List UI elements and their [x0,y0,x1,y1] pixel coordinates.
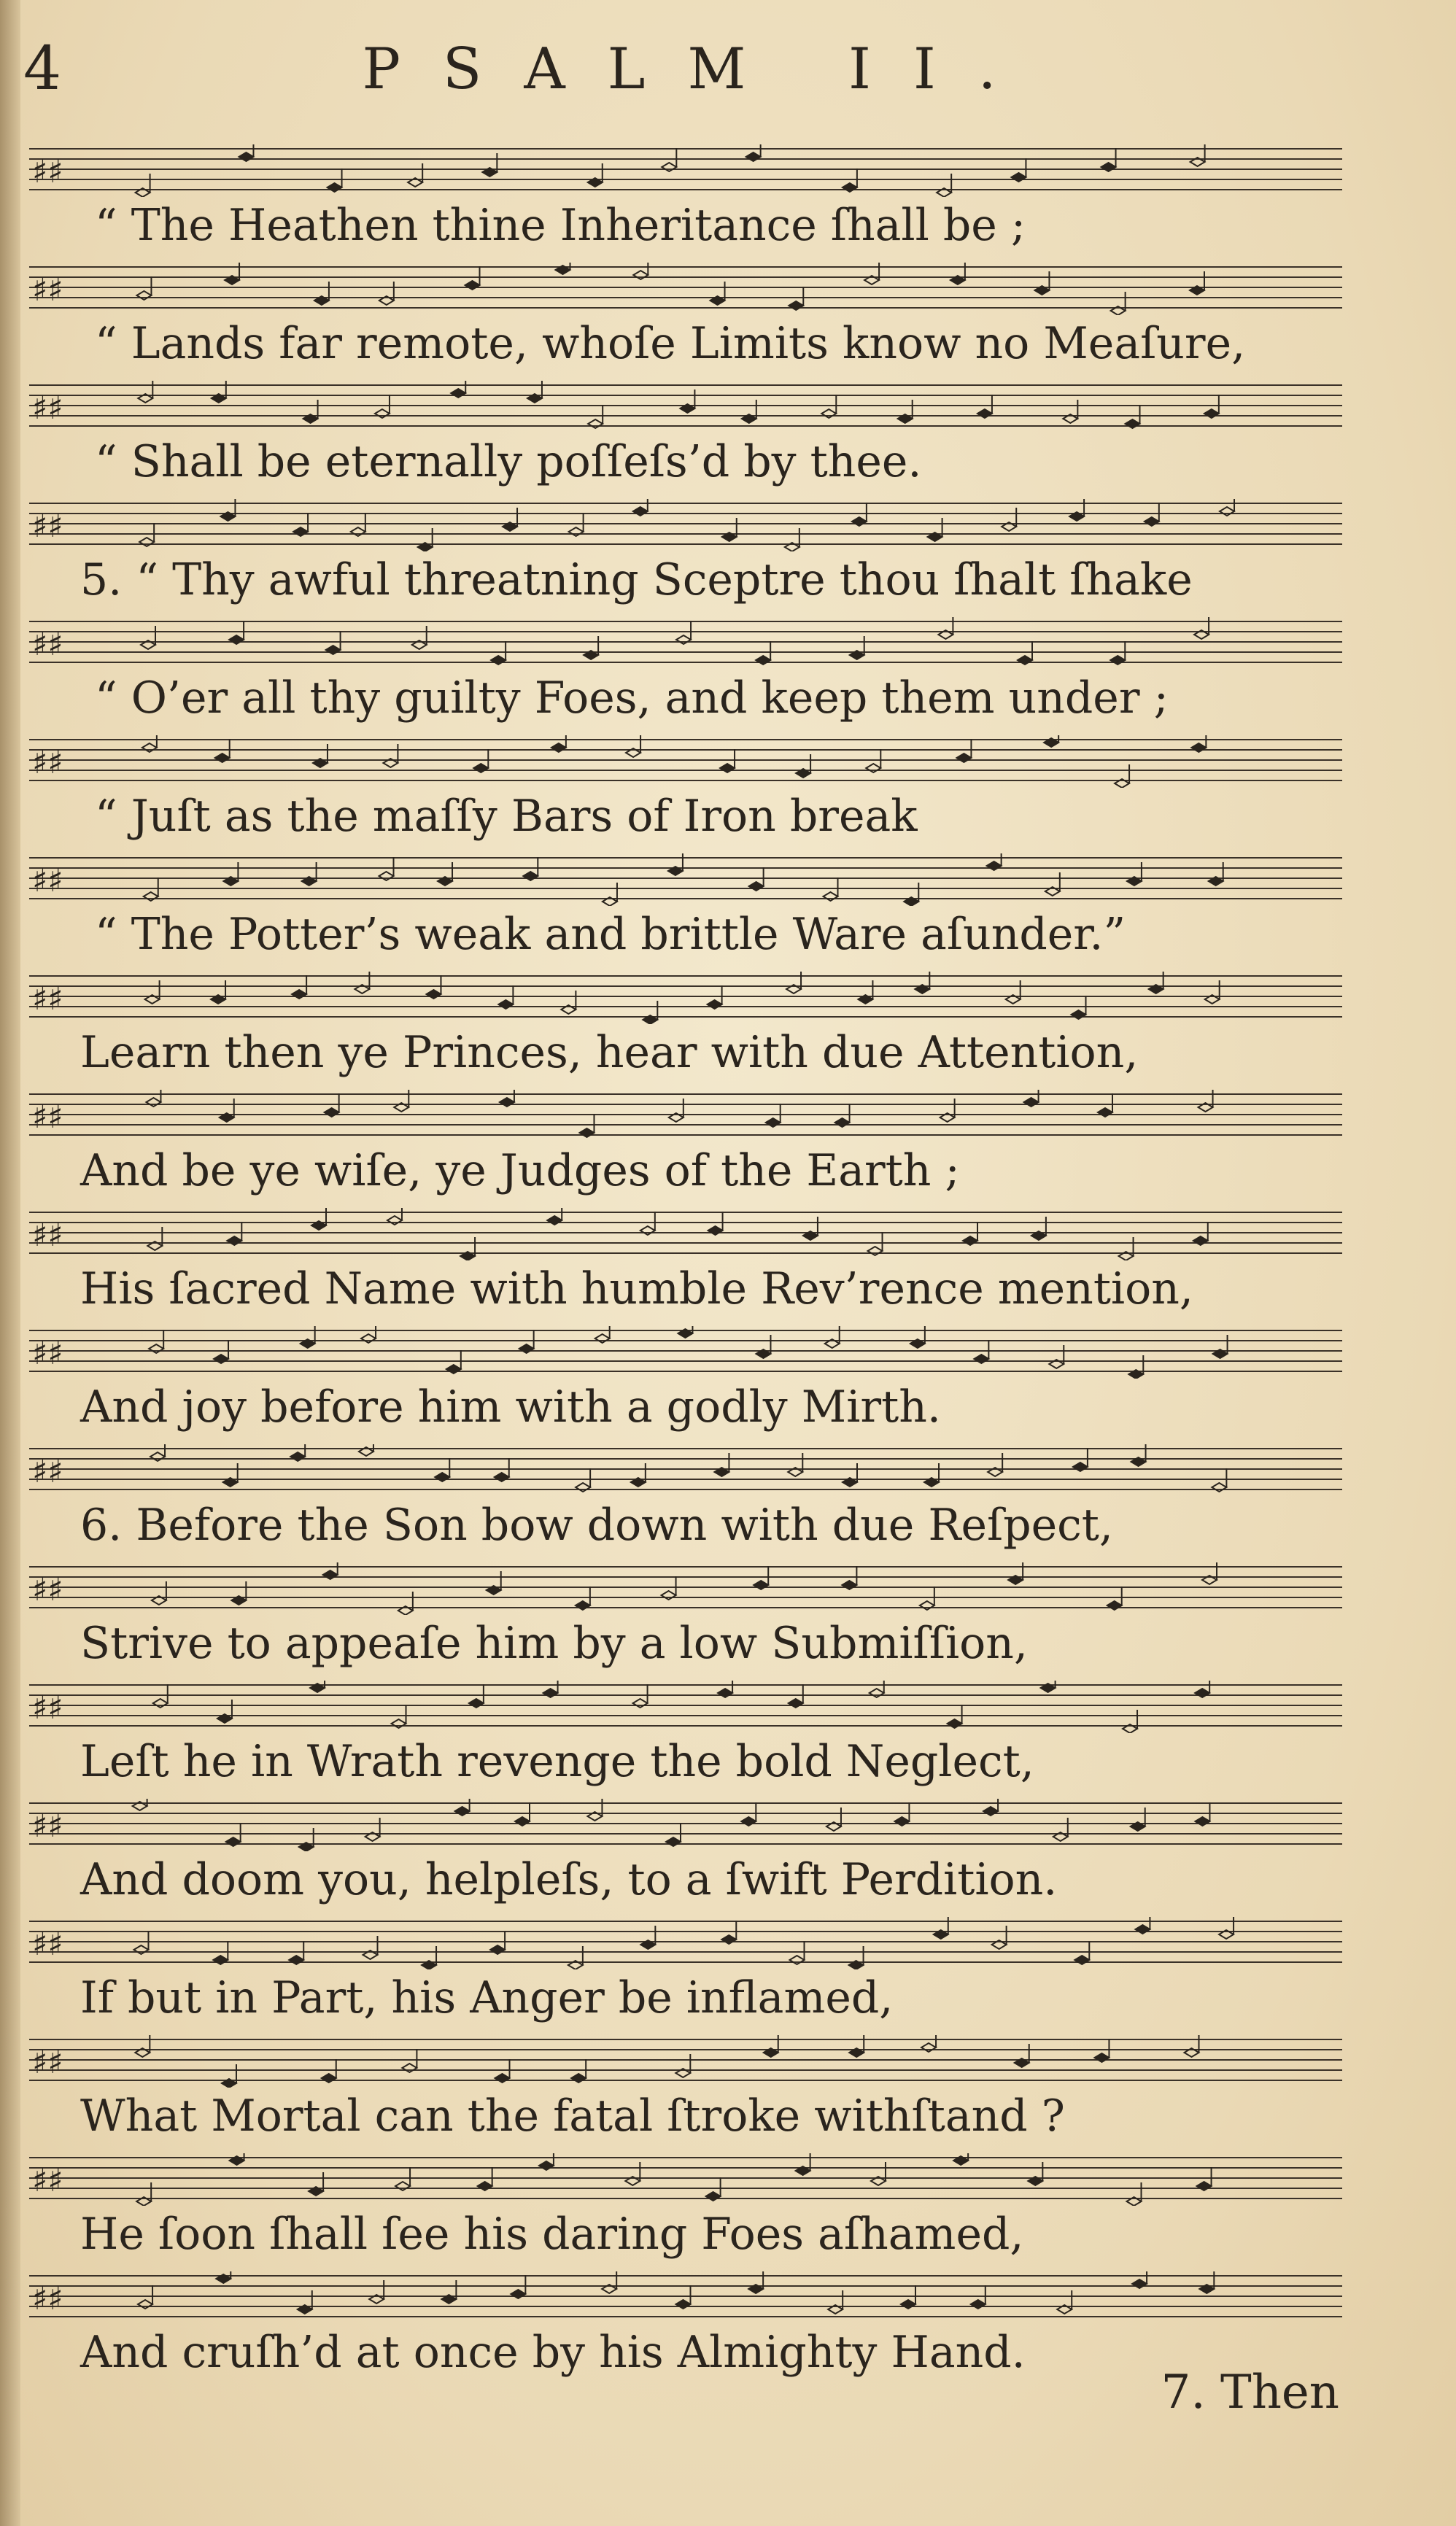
note-head [1193,1236,1208,1245]
note-head [239,152,253,161]
clef-icon: ♯♯ [32,2044,63,2081]
music-staff [29,1208,1342,1260]
note-head [1073,1462,1088,1471]
page-header [0,29,1456,109]
lyric-line: And cruſh’d at once by his Almighty Hand. [80,2327,1026,2378]
music-staff [29,381,1342,433]
note-head [1024,1098,1039,1107]
page-number: 4 [23,34,62,104]
clef-icon: ♯♯ [32,1808,63,1845]
note-head [842,1581,856,1589]
note-head [226,1837,241,1846]
music-staff [29,1799,1342,1851]
staff-lines [29,144,1342,197]
music-staff [29,2271,1342,2324]
note-head [455,1807,470,1816]
staff-lines [29,1917,1342,1969]
note-head [150,1452,165,1461]
music-system [0,2147,1456,2266]
note-head [1191,743,1206,752]
note-head [756,656,770,665]
staff-lines [29,2153,1342,2206]
music-system [0,1911,1456,2029]
music-system [0,1084,1456,1202]
running-title: PSALM II. [362,36,1039,102]
music-system [0,1557,1456,1675]
lyric-line: And joy before him with a godly Mirth. [80,1382,941,1433]
note-head [921,2043,936,2052]
staff-lines [29,1090,1342,1142]
clef-icon: ♯♯ [32,862,63,899]
lyric-line: What Mortal can the fatal ſtroke withſtand ? [80,2091,1065,2142]
note-head [478,2182,492,2190]
lyric-line: “ Juſt as the maſſy Bars of Iron break [95,791,918,842]
note-head [675,2300,690,2309]
note-head [633,507,648,516]
note-head [956,753,971,762]
staff-lines [29,1681,1342,1733]
note-head [229,635,244,644]
note-head [666,1837,681,1846]
staff-lines [29,263,1342,315]
note-head [1011,173,1026,182]
note-head [511,2290,525,2298]
note-head [473,764,488,772]
note-head [977,409,992,418]
music-staff [29,617,1342,670]
note-head [138,2300,152,2309]
music-staff [29,1917,1342,1969]
note-head [1107,1601,1122,1610]
note-head [498,1000,513,1009]
staff-lines [29,617,1342,670]
note-head [971,2300,985,2309]
note-head [1094,2053,1109,2062]
music-system [0,1438,1456,1557]
note-head [1195,1689,1209,1697]
note-head [379,872,394,880]
clef-icon: ♯♯ [32,1453,63,1490]
note-head [824,892,838,901]
note-head [495,1473,509,1481]
note-head [1195,1817,1209,1826]
music-system [0,2029,1456,2147]
note-head [706,2192,721,2201]
music-system [0,848,1456,966]
music-system [0,966,1456,1084]
note-head [789,1699,803,1708]
note-head [1212,1483,1226,1492]
note-head [547,1216,562,1225]
note-head [866,764,880,772]
music-score [0,139,1456,2384]
note-head [142,743,157,752]
music-system [0,611,1456,729]
music-staff [29,972,1342,1024]
staff-lines [29,972,1342,1024]
music-system [0,1793,1456,1911]
staff-lines [29,1208,1342,1260]
note-head [894,1817,909,1826]
note-head [543,1689,558,1697]
lyric-line: Strive to appeaſe him by a low Submiſſion, [80,1618,1028,1669]
note-head [963,1236,977,1245]
note-head [214,1355,228,1363]
note-head [139,538,154,546]
note-head [1071,1010,1085,1019]
catchword: 7. Then [1161,2366,1339,2420]
staff-lines [29,853,1342,906]
lyric-line: His ſacred Name with humble Rev’rence mention, [80,1263,1193,1314]
note-head [539,2161,554,2170]
note-head [746,152,761,161]
note-head [843,183,857,192]
clef-icon: ♯♯ [32,1926,63,1963]
clef-icon: ♯♯ [32,390,63,427]
note-head [426,990,441,999]
note-head [133,1945,148,1954]
note-head [821,409,836,418]
note-head [1135,1925,1150,1934]
music-staff [29,1444,1342,1497]
note-head [325,1108,339,1117]
note-head [868,1247,883,1255]
note-head [446,1365,461,1374]
note-head [144,892,158,901]
note-head [662,163,676,171]
note-head [293,527,308,536]
note-head [392,1719,406,1728]
note-head [1220,507,1234,516]
staff-lines [29,2035,1342,2088]
note-head [1204,409,1219,418]
note-head [987,861,1002,870]
note-head [213,1956,228,1964]
note-head [576,1483,590,1492]
clef-icon: ♯♯ [32,153,63,190]
clef-icon: ♯♯ [32,1099,63,1136]
note-head [640,1226,655,1235]
note-head [662,1591,676,1600]
note-head [1197,2182,1212,2190]
music-staff [29,1326,1342,1379]
note-head [289,1956,303,1964]
lyric-line: 6. Before the Son bow down with due Reſpect, [80,1500,1113,1551]
staff-lines [29,1326,1342,1379]
note-head [708,1000,722,1009]
note-head [361,1334,376,1343]
note-head [323,1570,338,1579]
note-head [1145,517,1159,526]
note-head [322,2074,336,2083]
note-head [588,419,603,428]
music-staff [29,1090,1342,1142]
note-head [326,646,341,654]
note-head [387,1216,402,1225]
note-head [227,1236,241,1245]
note-head [1098,1108,1112,1117]
note-head [948,1719,962,1728]
note-head [465,281,480,290]
lyric-line: 5. “ Thy awful threatning Sceptre thou ſhalt ſhake [80,554,1193,605]
note-head [153,1699,168,1708]
note-head [451,389,465,398]
note-head [500,1098,514,1107]
note-head [754,1581,768,1589]
note-head [292,990,306,999]
note-head [1132,2279,1147,2288]
music-staff [29,2153,1342,2206]
note-head [571,2074,586,2083]
staff-lines [29,735,1342,788]
music-staff [29,1562,1342,1615]
note-head [515,1817,530,1826]
lyric-line: Learn then ye Princes, hear with due Attention, [80,1027,1139,1078]
staff-lines [29,1444,1342,1497]
note-head [749,882,764,891]
note-head [595,1334,610,1343]
music-system [0,139,1456,257]
note-head [720,764,735,772]
note-head [676,635,691,644]
staff-lines [29,381,1342,433]
lyric-line: If but in Part, his Anger be inflamed, [80,1972,894,2023]
note-head [718,1689,732,1697]
note-head [435,1473,449,1481]
note-head [215,753,230,762]
music-staff [29,2035,1342,2088]
note-head [741,1817,756,1826]
note-head [551,743,566,752]
note-head [469,1699,484,1708]
lyric-line: He ſoon ſhall ſee his daring Foes aſhamed, [80,2209,1024,2260]
note-head [633,1699,648,1708]
lyric-line: “ Shall be eternally poſſeſs’d by thee. [95,436,922,487]
clef-icon: ♯♯ [32,1689,63,1727]
lyric-line: “ Lands far remote, whoſe Limits know no Meaſure, [95,318,1246,369]
lyric-line: Leſt he in Wrath revenge the bold Neglect, [80,1736,1034,1787]
lyric-line: And be ye wiſe, ye Judges of the Earth ; [80,1145,960,1196]
staff-lines [29,2271,1342,2324]
note-head [1101,163,1116,171]
note-head [149,1344,163,1353]
note-head [351,527,365,536]
lyric-line: “ O’er all thy guilty Foes, and keep them under ; [95,673,1169,724]
clef-icon: ♯♯ [32,1571,63,1608]
note-head [1110,656,1125,665]
music-staff [29,735,1342,788]
note-head [901,2300,915,2309]
note-head [576,1601,590,1610]
clef-icon: ♯♯ [32,1217,63,1254]
note-head [789,301,803,310]
music-staff [29,853,1342,906]
note-head [490,1945,505,1954]
lyric-line: “ The Potter’s weak and brittle Ware aſunder.” [95,909,1126,960]
note-head [633,271,648,279]
music-staff [29,499,1342,551]
lyric-line: And doom you, helpleſs, to a ſwift Perdition. [80,1854,1058,1905]
note-head [1074,1956,1089,1964]
note-head [790,1956,805,1964]
note-head [708,1226,723,1235]
staff-lines [29,1799,1342,1851]
note-head [328,183,342,192]
music-system [0,493,1456,611]
note-head [870,1689,884,1697]
note-head [835,1118,850,1127]
note-head [519,1344,534,1353]
note-head [290,1452,305,1461]
note-head [146,1098,160,1107]
note-head [1125,419,1139,428]
staff-lines [29,1562,1342,1615]
note-head [721,1935,736,1944]
staff-lines [29,499,1342,551]
music-staff [29,1681,1342,1733]
note-head [375,409,390,418]
music-system [0,375,1456,493]
note-head [983,1807,998,1816]
note-head [395,2182,410,2190]
music-system [0,1675,1456,1793]
clef-icon: ♯♯ [32,2280,63,2317]
note-head [852,517,867,526]
music-system [0,1202,1456,1320]
note-head [920,1601,934,1610]
clef-icon: ♯♯ [32,626,63,663]
music-staff [29,263,1342,315]
note-head [569,527,584,536]
clef-icon: ♯♯ [32,980,63,1018]
note-head [495,2074,509,2083]
music-system [0,729,1456,848]
note-head [974,1355,988,1363]
music-system [0,257,1456,375]
note-head [1018,656,1032,665]
clef-icon: ♯♯ [32,744,63,781]
clef-icon: ♯♯ [32,271,63,309]
clef-icon: ♯♯ [32,508,63,545]
note-head [523,872,538,880]
note-head [766,1118,781,1127]
note-head [579,1128,594,1137]
note-head [491,656,506,665]
music-staff [29,144,1342,197]
note-head [402,2064,417,2072]
lyric-line: “ The Heathen thine Inheritance ſhall be ; [95,200,1026,251]
clef-icon: ♯♯ [32,1335,63,1372]
note-head [136,291,151,300]
clef-icon: ♯♯ [32,2162,63,2199]
music-system [0,1320,1456,1438]
